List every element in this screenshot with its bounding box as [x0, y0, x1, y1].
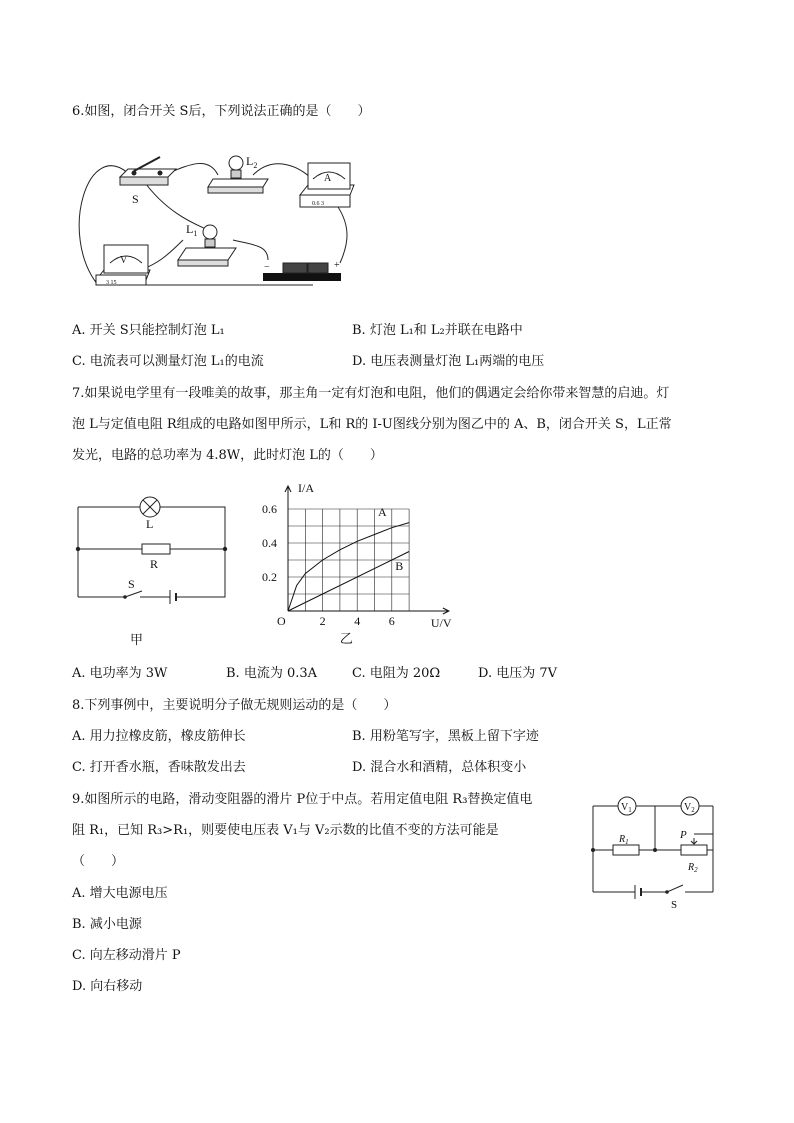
svg-text:R1: $R_1$: [619, 834, 629, 846]
svg-text:L2: $L_2$: [246, 154, 258, 170]
svg-text:+: +: [334, 260, 340, 271]
battery-symbol: [170, 590, 176, 604]
q9-option-d: D. 向右移动: [72, 979, 143, 994]
ammeter: [300, 163, 354, 207]
q7-option-b: B. 电流为 0.3A: [226, 666, 318, 681]
x-tick-label: 6: [388, 614, 395, 628]
svg-text:S: S: [128, 577, 135, 591]
lamp-l-symbol: [140, 497, 160, 517]
y-tick-label: 0.6: [262, 502, 277, 516]
y-tick-label: 0.2: [262, 570, 277, 584]
svg-text:V1: $V_1$: [621, 802, 632, 814]
series-label-a: A: [377, 504, 387, 519]
svg-text:A: A: [324, 173, 332, 184]
q9-stem-line3: （ ）: [72, 854, 125, 869]
series-line-b: [288, 552, 409, 612]
q9-option-c: C. 向左移动滑片 P: [72, 948, 181, 963]
q8-option-b: B. 用粉笔写字，黑板上留下字迹: [352, 729, 539, 744]
battery-symbol: [635, 885, 641, 899]
q7-stem-line2: 泡 L与定值电阻 R组成的电路如图甲所示，L和 R的 I-U图线分别为图乙中的 A、B，闭合开关 S，L正常: [72, 417, 672, 432]
q8-option-c: C. 打开香水瓶，香味散发出去: [72, 760, 246, 775]
series-line-a: [288, 523, 409, 611]
svg-text:0.6 3: 0.6 3: [312, 201, 324, 207]
y-axis-label: I/A: [298, 481, 314, 495]
switch-s-symbol: [665, 885, 683, 894]
q9-option-b: B. 减小电源: [72, 917, 142, 932]
q9-circuit-figure: [585, 790, 725, 915]
q6-option-a: A. 开关 S只能控制灯泡 L₁: [72, 323, 225, 338]
svg-text:V: V: [120, 255, 128, 266]
q7-stem-line1: 7.如果说电学里有一段唯美的故事，那主角一定有灯泡和电阻，他们的偶遇定会给你带来智慧的启迪。灯: [72, 386, 670, 401]
q9-option-a: A. 增大电源电压: [72, 886, 168, 901]
resistor-r1-symbol: [613, 845, 639, 855]
q6-option-b: B. 灯泡 L₁和 L₂并联在电路中: [352, 323, 523, 338]
svg-text:S: S: [671, 899, 678, 911]
svg-text:R2: $R_2$: [688, 862, 698, 874]
q6-stem: 6.如图，闭合开关 S后，下列说法正确的是（ ）: [72, 104, 371, 119]
switch-s-symbol: [123, 591, 142, 599]
q9-stem-line1: 9.如图所示的电路，滑动变阻器的滑片 P位于中点。若用定值电阻 R₃替换定值电: [72, 792, 533, 807]
q7-circuit-jia: [70, 492, 240, 652]
q8-stem: 8.下列事例中，主要说明分子做无规则运动的是（ ）: [72, 698, 397, 713]
q7-option-a: A. 电功率为 3W: [72, 666, 168, 681]
lamp-l2: [208, 156, 268, 193]
x-tick-label: 2: [319, 614, 326, 628]
x-tick-label: 4: [354, 614, 361, 628]
svg-text:L1: $L_1$: [186, 222, 198, 238]
y-tick-label: 0.4: [262, 536, 277, 550]
svg-text:P: P: [680, 829, 687, 841]
q7-iu-chart: [262, 478, 468, 658]
x-axis-label: U/V: [430, 616, 452, 630]
resistor-r-symbol: [142, 544, 170, 554]
svg-text:V2: $V_2$: [684, 802, 695, 814]
series-label-b: B: [395, 559, 404, 574]
q7-stem-line3: 发光，电路的总功率为 4.8W，此时灯泡 L的（ ）: [72, 448, 383, 463]
chart-caption: 乙: [339, 631, 353, 646]
q8-option-d: D. 混合水和酒精，总体积变小: [352, 760, 527, 775]
svg-text:L: L: [146, 517, 154, 531]
q8-option-a: A. 用力拉橡皮筋，橡皮筋伸长: [72, 729, 246, 744]
q7-option-d: D. 电压为 7V: [478, 666, 558, 681]
q6-circuit-figure: [68, 135, 358, 295]
label-s: S: [132, 192, 139, 206]
battery: [263, 263, 341, 281]
q6-option-d: D. 电压表测量灯泡 L₁两端的电压: [352, 354, 545, 369]
rheostat-r2-symbol: [681, 845, 707, 855]
svg-text:甲: 甲: [130, 632, 144, 647]
svg-text:−: −: [264, 262, 270, 273]
origin-label: O: [277, 614, 286, 628]
q7-option-c: C. 电阻为 20Ω: [352, 666, 441, 681]
svg-text:3 15: 3 15: [106, 280, 117, 286]
q9-stem-line2: 阻 R₁，已知 R₃>R₁，则要使电压表 V₁与 V₂示数的比值不变的方法可能是: [72, 823, 499, 838]
switch-s: [120, 157, 176, 185]
q6-option-c: C. 电流表可以测量灯泡 L₁的电流: [72, 354, 264, 369]
svg-text:R: R: [150, 557, 159, 571]
